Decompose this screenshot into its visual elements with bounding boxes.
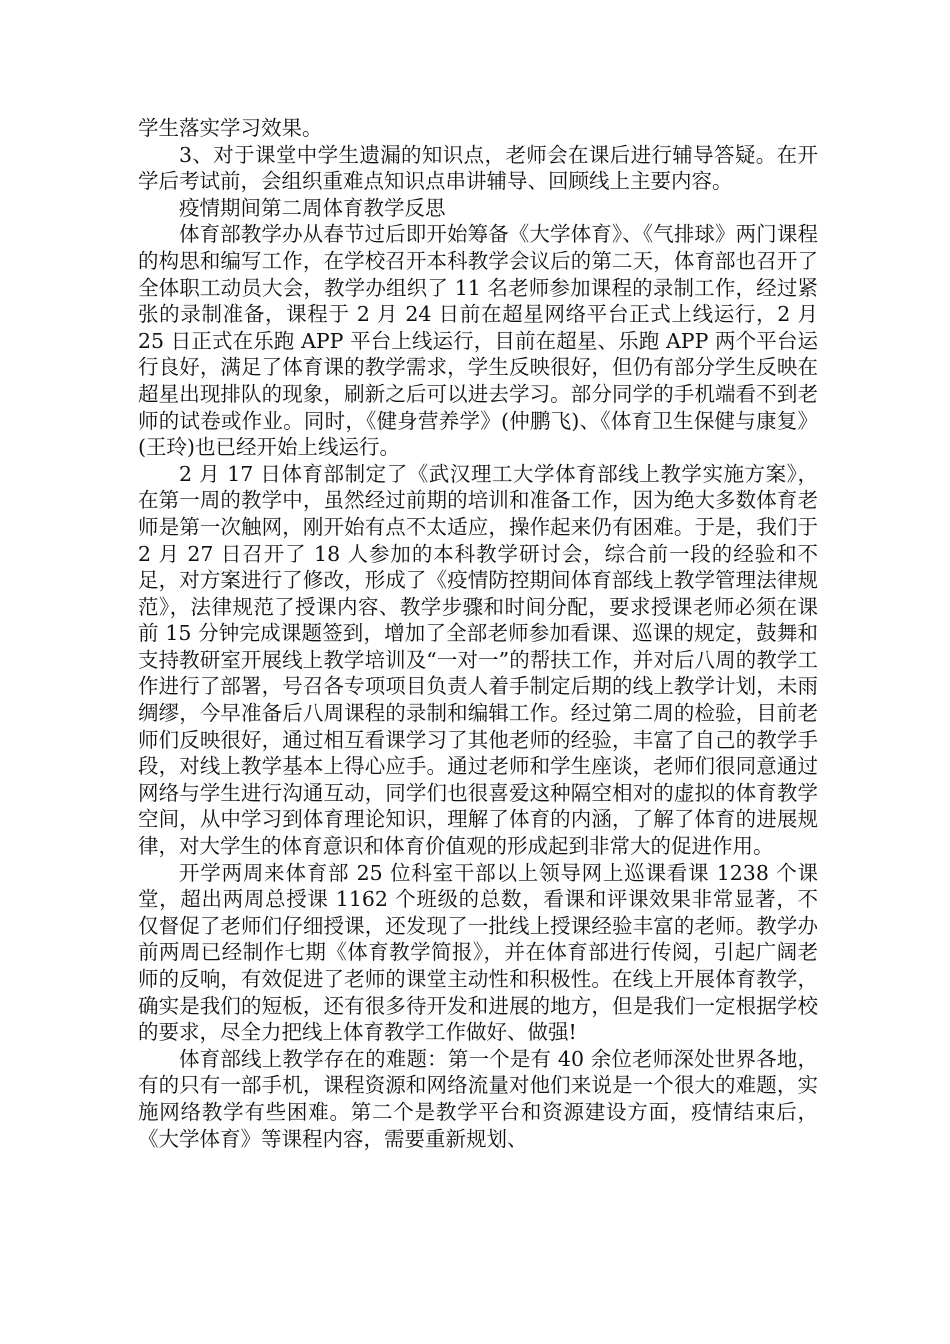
paragraph-teaching-plan: 2 月 17 日体育部制定了《武汉理工大学体育部线上教学实施方案》，在第一周的教学中，虽然经过前期的培训和准备工作，因为绝大多数体育老师是第一次触网，刚开始有点不太适应，操作起来仍有困难。于是，我们于 2 月 27 日召开了 18 人参加的本科教学研讨会，综合前一段的经验和不足，对方案进行了修改，形成了《疫情防控期间体育部线上教学管理法律规范》，法律规范了授课内容、教学步骤和时间分配，要求授课老师必须在课前 15 分钟完成课题签到，增加了全部老师参加看课、巡课的规定，鼓舞和支持教研室开展线上教学培训及“一对一”的帮扶工作，并对后八周的教学工作进行了部署，号召各专项项目负责人着手制定后期的线上教学计划，未雨绸缪，今早准备后八周课程的录制和编辑工作。经过第二周的检验，目前老师们反映很好，通过相互看课学习了其他老师的经验，丰富了自己的教学手段，对线上教学基本上得心应手。通过老师和学生座谈，老师们很同意通过网络与学生进行沟通互动，同学们也很喜爱这种隔空相对的虚拟的体育教学空间，从中学习到体育理论知识，理解了体育的内涵，了解了体育的进展规律，对大学生的体育意识和体育价值观的形成起到非常大的促进作用。 (138, 461, 818, 859)
paragraph-difficulties: 体育部线上教学存在的难题：第一个是有 40 余位老师深处世界各地，有的只有一部手机，课程资源和网络流量对他们来说是一个很大的难题，实施网络教学有些困难。第二个是教学平台和资源建设方面，疫情结束后，《大学体育》等课程内容，需要重新规划、 (138, 1046, 818, 1151)
paragraph-class-inspection: 开学两周来体育部 25 位科室干部以上领导网上巡课看课 1238 个课堂，超出两周总授课 1162 个班级的总数，看课和评课效果非常显著，不仅督促了老师们仔细授课，还发现了一批线上授课经验丰富的老师。教学办前两周已经制作七期《体育教学简报》，并在体育部进行传阅，引起广阔老师的反响，有效促进了老师的课堂主动性和积极性。在线上开展体育教学，确实是我们的短板，还有很多待开发和进展的地方，但是我们一定根据学校的要求，尽全力把线上体育教学工作做好、做强! (138, 860, 818, 1045)
section-heading: 疫情期间第二周体育教学反思 (179, 195, 446, 220)
document-body (138, 115, 818, 1152)
paragraph-course-preparation: 体育部教学办从春节过后即开始筹备《大学体育》、《气排球》两门课程的构思和编写工作，在学校召开本科教学会议后的第二天，体育部也召开了全体职工动员大会，教学办组织了 11 名老师参加课程的录制工作，经过紧张的录制准备，课程于 2 月 24 日前在超星网络平台正式上线运行，2 月 25 日正式在乐跑 APP 平台上线运行，目前在超星、乐跑 APP 两个平台运行良好，满足了体育课的教学需求，学生反映很好，但仍有部分学生反映在超星出现排队的现象，刷新之后可以进去学习。部分同学的手机端看不到老师的试卷或作业。同时，《健身营养学》(仲鹏飞)、《体育卫生保健与康复》(王玲)也已经开始上线运行。 (138, 222, 818, 460)
paragraph-tutoring: 3、对于课堂中学生遗漏的知识点，老师会在课后进行辅导答疑。在开学后考试前，会组织重难点知识点串讲辅导、回顾线上主要内容。 (138, 142, 818, 194)
paragraph-continuation: 学生落实学习效果。 (138, 116, 323, 140)
